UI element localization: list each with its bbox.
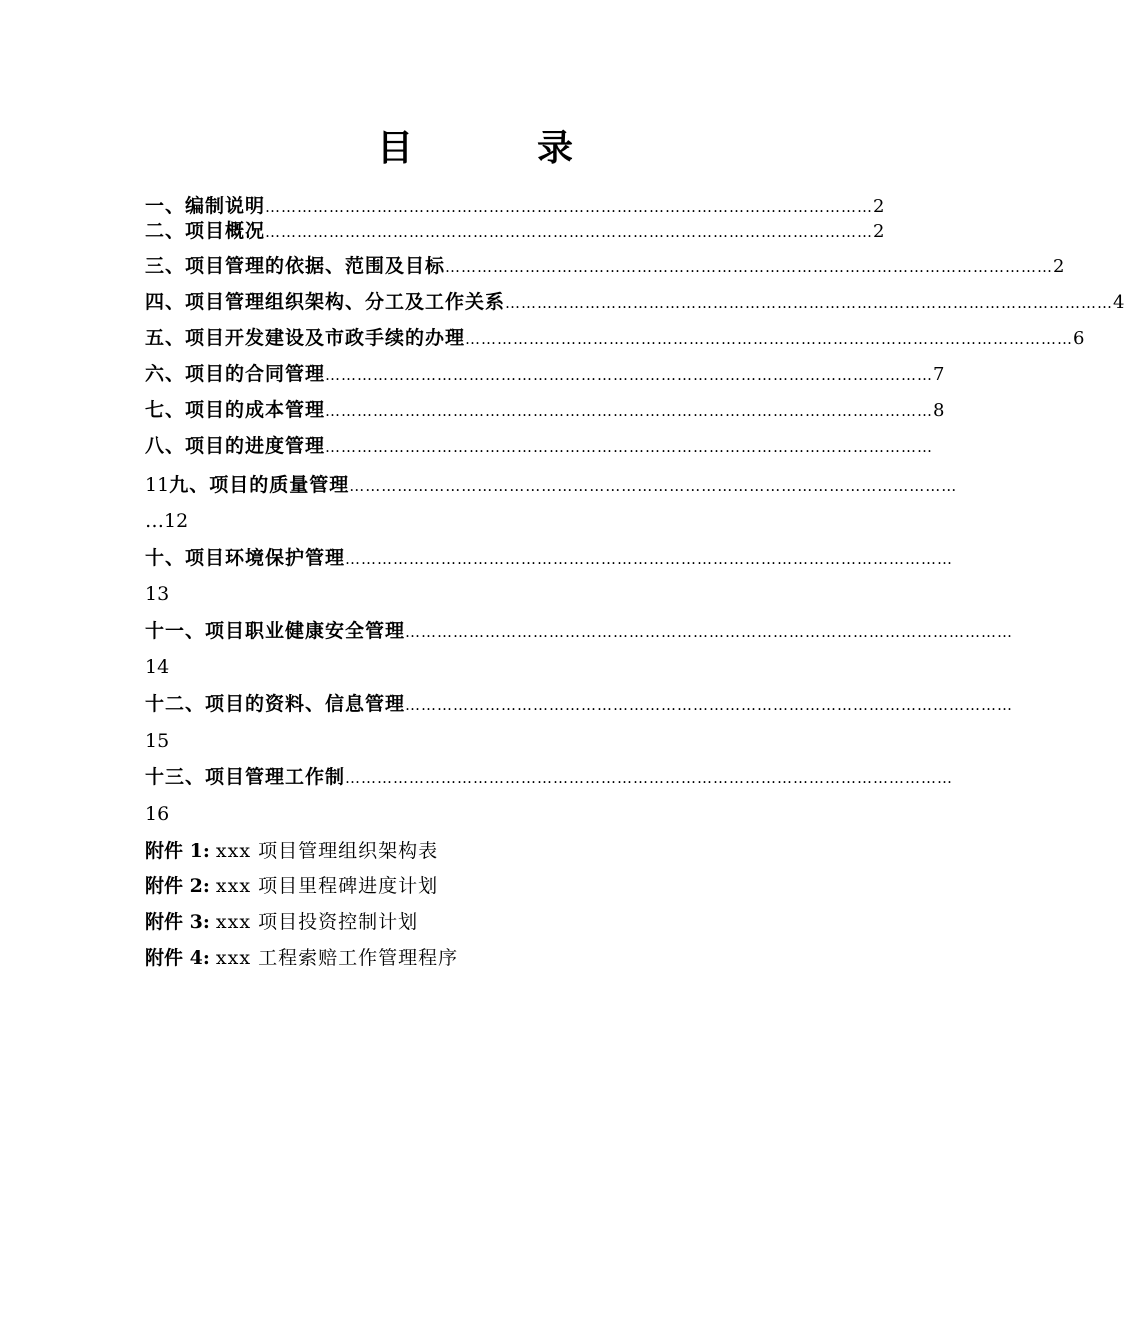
toc-entry-page: 2 — [873, 221, 885, 242]
toc-entry-title: 一、编制说明 — [145, 195, 266, 217]
attachment-label: 附件 4: — [145, 947, 210, 969]
page-title: 目 录 — [376, 127, 617, 169]
toc-entry-title: 五、项目开发建设及市政手续的办理 — [145, 327, 466, 349]
toc-leader-dots: …………………………………………………………………………………………………… — [405, 623, 1014, 641]
toc-entry-title: 三、项目管理的依据、范围及目标 — [145, 255, 446, 277]
attachment-label: 附件 3: — [145, 911, 210, 933]
attachment-item[interactable] — [145, 908, 418, 936]
toc-leader-dots: …………………………………………………………………………………………………… — [265, 223, 874, 241]
toc-entry-title: 九、项目的质量管理 — [169, 474, 350, 496]
toc-entry-title: 四、项目管理组织架构、分工及工作关系 — [145, 291, 506, 313]
toc-entry[interactable] — [145, 288, 1124, 316]
toc-entry[interactable] — [145, 324, 1085, 352]
toc-leader-dots: …………………………………………………………………………………………………… — [345, 769, 954, 787]
toc-entry-title: 十二、项目的资料、信息管理 — [145, 693, 406, 715]
toc-entry-page: 7 — [933, 364, 945, 385]
attachment-name: xxx 项目管理组织架构表 — [215, 840, 439, 862]
toc-entry-page: 2 — [1053, 256, 1065, 277]
toc-entry[interactable] — [145, 763, 954, 791]
toc-entry-title: 二、项目概况 — [145, 220, 266, 242]
toc-leader-dots: …………………………………………………………………………………………………… — [445, 258, 1054, 276]
toc-leader-dots: …………………………………………………………………………………………………… — [345, 550, 954, 568]
toc-entry[interactable] — [145, 396, 945, 424]
attachment-name: xxx 项目投资控制计划 — [215, 911, 419, 933]
toc-wrapped-page: 14 — [145, 656, 170, 678]
toc-entry-page: 6 — [1073, 328, 1085, 349]
toc-wrapped-page: …12 — [145, 510, 189, 532]
toc-entry-title: 十一、项目职业健康安全管理 — [145, 620, 406, 642]
toc-leader-dots: …………………………………………………………………………………………………… — [349, 477, 958, 495]
attachment-label: 附件 2: — [145, 875, 210, 897]
toc-entry[interactable] — [145, 192, 885, 220]
toc-leader-dots: …………………………………………………………………………………………………… — [325, 366, 934, 384]
toc-leader-dots: …………………………………………………………………………………………………… — [465, 330, 1074, 348]
toc-entry[interactable] — [145, 217, 885, 245]
toc-entry[interactable] — [145, 432, 934, 460]
attachment-name: xxx 工程索赔工作管理程序 — [215, 947, 459, 969]
toc-entry-page: 4 — [1113, 292, 1124, 313]
toc-entry[interactable] — [145, 544, 954, 572]
toc-entry-title: 八、项目的进度管理 — [145, 435, 326, 457]
toc-entry-title: 十、项目环境保护管理 — [145, 547, 346, 569]
toc-leader-dots: …………………………………………………………………………………………………… — [325, 402, 934, 420]
toc-wrapped-page: 13 — [145, 583, 170, 605]
attachment-item[interactable] — [145, 872, 438, 900]
attachment-item[interactable] — [145, 837, 438, 865]
attachment-label: 附件 1: — [145, 840, 210, 862]
toc-entry[interactable] — [145, 471, 958, 499]
toc-entry-page: 8 — [933, 400, 945, 421]
toc-entry-title: 七、项目的成本管理 — [145, 399, 326, 421]
toc-entry[interactable] — [145, 617, 1014, 645]
toc-leader-dots: …………………………………………………………………………………………………… — [325, 438, 934, 456]
attachment-name: xxx 项目里程碑进度计划 — [215, 875, 439, 897]
toc-entry-title: 十三、项目管理工作制 — [145, 766, 346, 788]
attachment-item[interactable] — [145, 944, 458, 972]
toc-entry[interactable] — [145, 690, 1014, 718]
toc-entry-prefix: 11 — [145, 474, 170, 496]
toc-entry[interactable] — [145, 252, 1065, 280]
toc-wrapped-page: 15 — [145, 730, 170, 752]
toc-leader-dots: …………………………………………………………………………………………………… — [265, 198, 874, 216]
toc-entry[interactable] — [145, 360, 945, 388]
toc-entry-title: 六、项目的合同管理 — [145, 363, 326, 385]
toc-entry-page: 2 — [873, 196, 885, 217]
toc-leader-dots: …………………………………………………………………………………………………… — [505, 294, 1114, 312]
toc-wrapped-page: 16 — [145, 803, 170, 825]
toc-leader-dots: …………………………………………………………………………………………………… — [405, 696, 1014, 714]
